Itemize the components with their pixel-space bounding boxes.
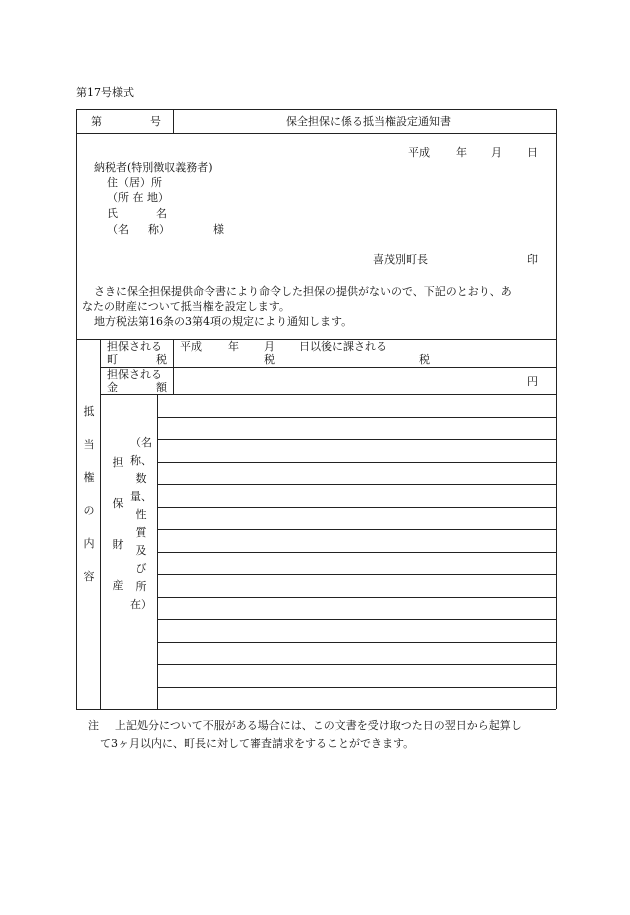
tax-row-label-2b: 税 bbox=[156, 353, 167, 366]
amount-row-label-2b: 額 bbox=[156, 381, 167, 394]
property-sublabel-char: 所 bbox=[135, 580, 147, 593]
outer-label-char: 当 bbox=[83, 438, 95, 451]
outer-label-char: 内 bbox=[83, 537, 95, 550]
amount-row-label-1: 担保される bbox=[107, 368, 162, 381]
property-ruled-line bbox=[157, 574, 556, 575]
no-label-2: 号 bbox=[150, 115, 161, 128]
addressee-name-2: 名 bbox=[156, 207, 167, 220]
form-number: 第17号様式 bbox=[76, 86, 134, 99]
document-title: 保全担保に係る抵当権設定通知書 bbox=[286, 115, 451, 128]
table-border-right bbox=[556, 109, 557, 709]
outer-label-char: 権 bbox=[83, 471, 95, 484]
date-era: 平成 bbox=[408, 146, 430, 159]
property-ruled-line bbox=[157, 552, 556, 553]
property-ruled-line bbox=[157, 529, 556, 530]
property-sublabel-char: 量、 bbox=[130, 490, 152, 503]
property-label-char: 担 bbox=[112, 456, 124, 469]
addressee-name-1: 氏 bbox=[107, 207, 118, 220]
property-ruled-line bbox=[157, 417, 556, 418]
tax-row-tax-2: 税 bbox=[419, 353, 430, 366]
property-ruled-line bbox=[157, 664, 556, 665]
property-vertical-label bbox=[111, 457, 125, 591]
addressee-corp-1: （名 bbox=[107, 223, 129, 236]
outer-label-char: 抵 bbox=[83, 405, 95, 418]
tax-row-tax-1: 税 bbox=[264, 353, 275, 366]
tax-row-divider bbox=[100, 367, 556, 368]
property-sublabel-char: 質 bbox=[135, 526, 147, 539]
tax-row-label-1: 担保される bbox=[107, 340, 162, 353]
addressee-honorific: 様 bbox=[213, 223, 224, 236]
date-year: 年 bbox=[456, 146, 467, 159]
tax-row-after: 日以後に課される bbox=[299, 340, 387, 353]
issuer-name: 喜茂別町長 bbox=[373, 253, 428, 266]
note-line-1: 上記処分について不服がある場合には、この文書を受け取つた日の翌日から起算し bbox=[115, 719, 522, 732]
body-line-1: さきに保全担保提供命令書により命令した担保の提供がないので、下記のとおり、あ bbox=[94, 285, 512, 298]
addressee-location: （所 在 地） bbox=[107, 191, 169, 204]
addressee-address: 住（居）所 bbox=[107, 176, 162, 189]
property-vertical-sublabel bbox=[130, 436, 152, 611]
tax-row-era: 平成 bbox=[180, 340, 202, 353]
header-divider bbox=[76, 133, 556, 134]
property-sublabel-char: （名 bbox=[130, 436, 152, 449]
addressee-corp-2: 称） bbox=[148, 223, 170, 236]
property-ruled-line bbox=[157, 642, 556, 643]
property-ruled-line bbox=[157, 484, 556, 485]
property-sublabel-char: 在） bbox=[130, 598, 152, 611]
property-sublabel-char: 称、 bbox=[130, 454, 152, 467]
header-column-divider bbox=[173, 109, 174, 133]
property-ruled-line bbox=[157, 597, 556, 598]
seal-mark: 印 bbox=[527, 253, 538, 266]
property-ruled-line bbox=[157, 462, 556, 463]
property-sublabel-char: 性 bbox=[135, 508, 147, 521]
amount-row-divider bbox=[100, 394, 556, 395]
outer-label-column-divider bbox=[100, 339, 101, 709]
row-label-column-divider bbox=[173, 339, 174, 394]
property-sublabel-char: 及 bbox=[135, 544, 147, 557]
tax-row-label-2a: 町 bbox=[107, 353, 118, 366]
note-line-2: て3ヶ月以内に、町長に対して審査請求をすることができます。 bbox=[100, 737, 415, 750]
note-prefix: 注 bbox=[88, 719, 99, 732]
property-ruled-line bbox=[157, 687, 556, 688]
table-border-left bbox=[76, 109, 77, 709]
property-label-char: 産 bbox=[112, 579, 124, 592]
tax-row-year: 年 bbox=[228, 340, 239, 353]
property-label-char: 財 bbox=[112, 538, 124, 551]
date-month: 月 bbox=[491, 146, 502, 159]
amount-unit: 円 bbox=[527, 375, 538, 388]
property-sublabel-char: び bbox=[135, 562, 147, 575]
outer-label-char: の bbox=[83, 504, 95, 517]
property-label-char: 保 bbox=[112, 497, 124, 510]
property-ruled-line bbox=[157, 619, 556, 620]
date-day: 日 bbox=[527, 146, 538, 159]
outer-label-char: 容 bbox=[83, 570, 95, 583]
no-label-1: 第 bbox=[91, 115, 102, 128]
amount-row-label-2a: 金 bbox=[107, 381, 118, 394]
outer-vertical-label bbox=[82, 406, 96, 582]
property-sublabel-char: 数 bbox=[135, 472, 147, 485]
addressee-label: 納税者(特別徴収義務者) bbox=[94, 161, 213, 174]
property-ruled-line bbox=[157, 439, 556, 440]
body-line-3: 地方税法第16条の3第4項の規定により通知します。 bbox=[94, 315, 353, 328]
property-ruled-line bbox=[157, 507, 556, 508]
table-border-top bbox=[76, 109, 556, 110]
body-line-2: なたの財産について抵当権を設定します。 bbox=[82, 300, 290, 313]
tax-row-month: 月 bbox=[264, 340, 275, 353]
table-border-bottom bbox=[76, 709, 556, 710]
